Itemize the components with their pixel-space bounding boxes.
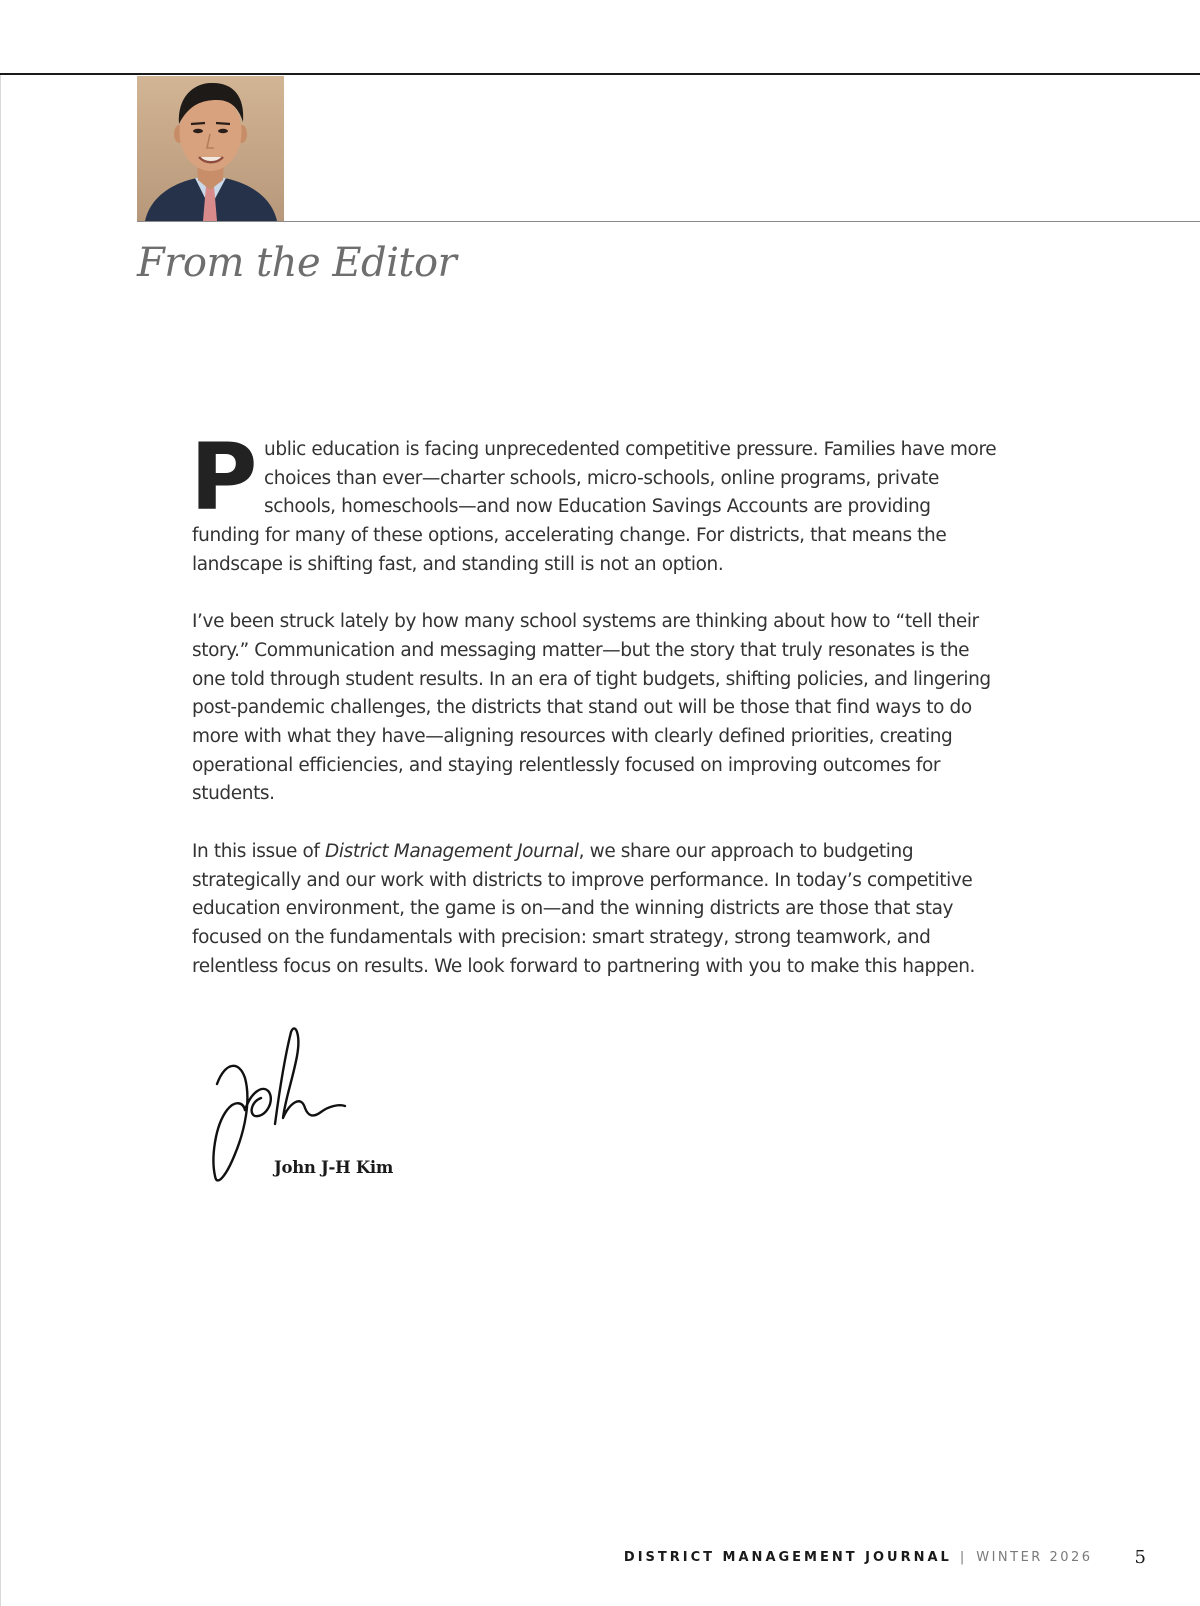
journal-name: DISTRICT MANAGEMENT JOURNAL [623,1550,952,1565]
page-footer [624,1547,1146,1568]
top-rule [0,73,1200,75]
publication-title: District Management Journal [325,840,579,862]
letter-body [190,424,1002,1010]
paragraph-1 [190,424,1002,580]
editor-name: John J-H Kim [274,1158,394,1177]
drop-cap: P [190,424,258,531]
page-number: 5 [1134,1547,1146,1568]
paragraph-3-text: , we share our approach to budgeting strategically and our work with districts to improve performance. In today’s competitive education environment, the game is on—and the winning districts are those that stay focused on the fundamentals with precision: smart strategy, strong teamwork, and relentless focus on results. We look forward to partnering with you to make this happen. [192,840,976,977]
paragraph-3 [192,838,1002,982]
footer-separator: | [959,1550,965,1565]
page-edge [0,75,1,1606]
section-title: From the Editor [137,240,457,286]
header-rule [137,221,1200,222]
editor-portrait [137,76,284,221]
paragraph-3-intro: In this issue of [192,840,326,862]
paragraph-2: I’ve been struck lately by how many school systems are thinking about how to “tell their story.” Communication and messaging matter—but the story that truly resonates is the one told through student results. In an era of tight budgets, shifting policies, and lingering post-pandemic challenges, the districts that stand out will be those that find ways to do more with what they have—aligning resources with clearly defined priorities, creating operational efficiencies, and staying relentlessly focused on improving outcomes for students. [192,611,991,805]
paragraph-1-text: ublic education is facing unprecedented competitive pressure. Families have more choices than ever—charter schools, micro-schools, online programs, private schools, homeschools—and now Education Savings Accounts are providing funding for many of these options, accelerating change. For districts, that means the landscape is shifting fast, and standing still is not an option. [192,439,997,575]
issue-label: WINTER 2026 [976,1550,1093,1565]
